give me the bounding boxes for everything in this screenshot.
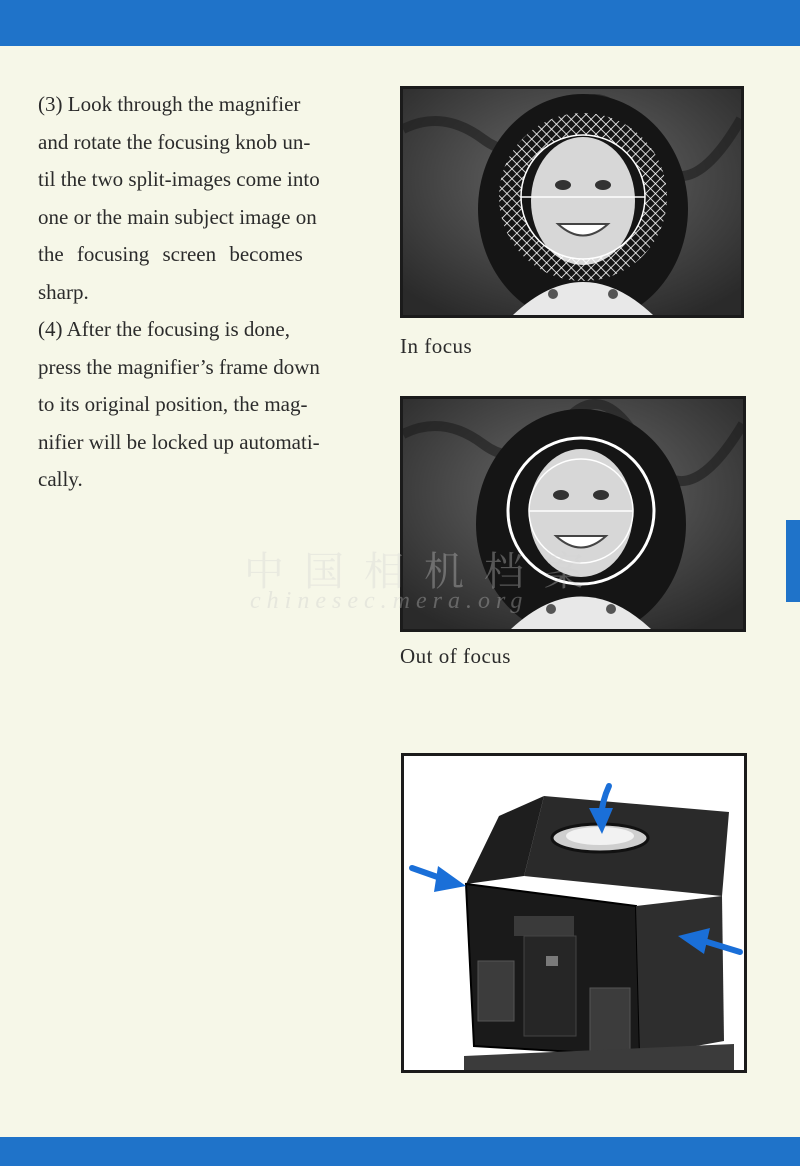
step-3-paragraph xyxy=(38,86,360,311)
text-line: sharp. xyxy=(38,279,89,304)
side-index-tab xyxy=(786,520,800,602)
step-4-paragraph xyxy=(38,311,360,499)
text-line: and rotate the focusing knob un- xyxy=(38,129,311,154)
text-line: to its original position, the mag- xyxy=(38,392,308,416)
magnifier-hood-photo xyxy=(401,753,747,1073)
text-line: press the magnifier’s frame down xyxy=(38,354,320,379)
text-line: cally. xyxy=(38,467,83,491)
text-line: nifier will be locked up automati- xyxy=(38,429,320,454)
watermark-latin: chinesec.mera.org xyxy=(250,588,529,614)
text-line: til the two split-images come into xyxy=(38,167,320,191)
text-line: (3) Look through the magnifier xyxy=(38,92,301,116)
in-focus-photo xyxy=(400,86,744,318)
instruction-text xyxy=(38,86,360,499)
watermark-cjk: 中国相机档案 xyxy=(244,549,604,594)
out-of-focus-caption: Out of focus xyxy=(400,644,511,668)
text-line: (4) After the focusing is done, xyxy=(38,317,290,341)
text-line: one or the main subject image on xyxy=(38,204,317,229)
bottom-blue-band xyxy=(0,1137,800,1166)
text-line: the focusing screen becomes xyxy=(38,242,303,266)
top-blue-band xyxy=(0,0,800,46)
in-focus-caption: In focus xyxy=(400,334,473,358)
